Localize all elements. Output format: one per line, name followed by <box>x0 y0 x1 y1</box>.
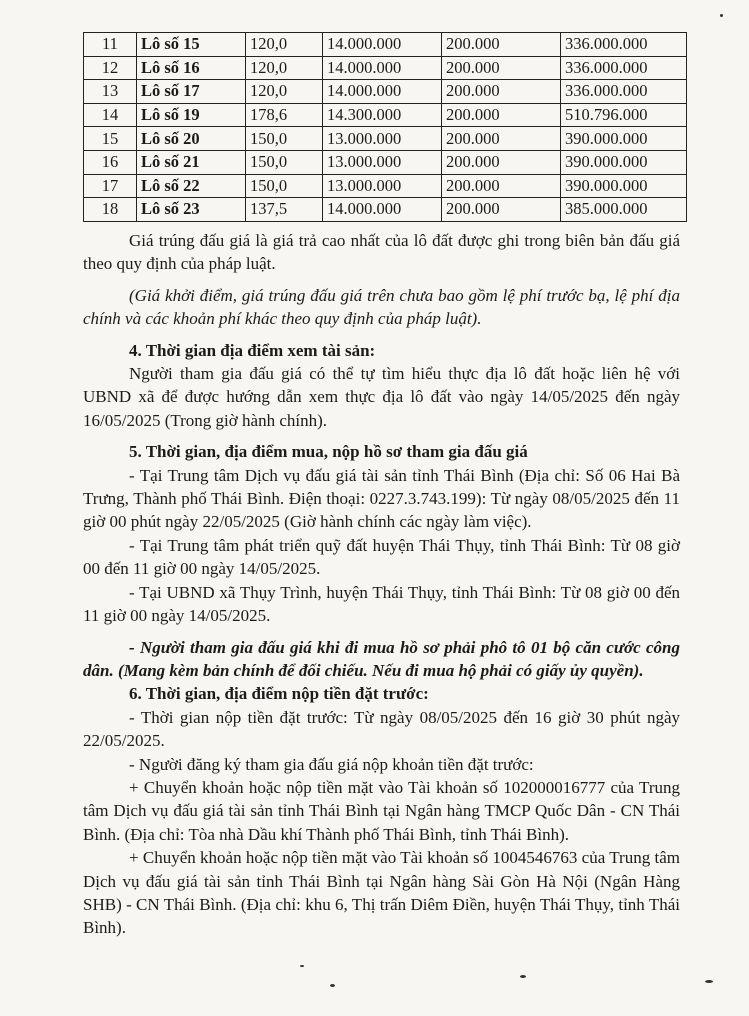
table-cell: Lô số 16 <box>137 56 246 80</box>
table-cell: 200.000 <box>442 127 561 151</box>
table-cell: 390.000.000 <box>561 127 687 151</box>
table-cell: 385.000.000 <box>561 198 687 222</box>
table-cell: 200.000 <box>442 80 561 104</box>
table-cell: 17 <box>84 174 137 198</box>
table-cell: 120,0 <box>246 56 323 80</box>
table-cell: 14.000.000 <box>323 80 442 104</box>
scan-speck <box>300 965 304 967</box>
table-cell: Lô số 22 <box>137 174 246 198</box>
table-cell: 16 <box>84 150 137 174</box>
table-cell: Lô số 21 <box>137 150 246 174</box>
table-cell: 14.300.000 <box>323 103 442 127</box>
table-cell: 510.796.000 <box>561 103 687 127</box>
section-6-payer: - Người đăng ký tham gia đấu giá nộp khoản tiền đặt trước: <box>129 754 534 774</box>
section-5-item-2: - Tại Trung tâm phát triển quỹ đất huyện Thái Thụy, tỉnh Thái Bình: Từ 08 giờ 00 đến 11 giờ 00 ngày 14/05/2025. <box>83 535 680 579</box>
section-5-item-1: - Tại Trung tâm Dịch vụ đấu giá tài sản tỉnh Thái Bình (Địa chỉ: Số 06 Hai Bà Trưng, Thành phố Thái Bình. Điện thoại: 0227.3.743.199): Từ ngày 08/05/2025 đến 11 giờ 00 phút ngày 22/05/2025 (Giờ hành chính các ngày làm việc). <box>83 465 680 532</box>
lot-price-table <box>83 32 687 222</box>
table-cell: Lô số 15 <box>137 33 246 57</box>
table-cell: 15 <box>84 127 137 151</box>
section-6-bank-2: + Chuyển khoản hoặc nộp tiền mặt vào Tài khoản số 1004546763 của Trung tâm Dịch vụ đấu giá tài sản tỉnh Thái Bình tại Ngân hàng Sài Gòn Hà Nội (Ngân Hàng SHB) - CN Thái Bình. (Địa chỉ: khu 6, Thị trấn Diêm Điền, huyện Thái Thụy, tỉnh Thái Bình). <box>83 848 680 938</box>
table-cell: 13.000.000 <box>323 150 442 174</box>
table-cell: 150,0 <box>246 127 323 151</box>
table-cell: 178,6 <box>246 103 323 127</box>
table-row <box>84 174 687 198</box>
table-cell: 390.000.000 <box>561 150 687 174</box>
scan-speck <box>520 975 526 978</box>
table-cell: Lô số 20 <box>137 127 246 151</box>
table-cell: Lô số 17 <box>137 80 246 104</box>
table-cell: 13.000.000 <box>323 174 442 198</box>
section-5-note: - Người tham gia đấu giá khi đi mua hồ sơ phải phô tô 01 bộ căn cước công dân. (Mang kèm bản chính để đối chiếu. Nếu đi mua hộ phải có giấy ủy quyền). <box>83 637 680 680</box>
table-cell: 13 <box>84 80 137 104</box>
table-row <box>84 56 687 80</box>
section-5-item-3: - Tại UBND xã Thụy Trình, huyện Thái Thụy, tỉnh Thái Bình: Từ 08 giờ 00 đến 11 giờ 00 ngày 14/05/2025. <box>83 582 680 626</box>
table-cell: 200.000 <box>442 150 561 174</box>
table-row <box>84 80 687 104</box>
section-6-time: - Thời gian nộp tiền đặt trước: Từ ngày 08/05/2025 đến 16 giờ 30 phút ngày 22/05/2025. <box>83 707 680 751</box>
table-cell: 14 <box>84 103 137 127</box>
table-cell: 200.000 <box>442 103 561 127</box>
section-4-body: Người tham gia đấu giá có thể tự tìm hiểu thực địa lô đất hoặc liên hệ với UBND xã để được hướng dẫn xem thực địa lô đất vào ngày 14/05/2025 đến ngày 16/05/2025 (Trong giờ hành chính). <box>83 364 680 430</box>
table-cell: 390.000.000 <box>561 174 687 198</box>
table-cell: 150,0 <box>246 150 323 174</box>
table-row <box>84 103 687 127</box>
table-cell: 14.000.000 <box>323 198 442 222</box>
table-cell: 14.000.000 <box>323 33 442 57</box>
table-cell: 18 <box>84 198 137 222</box>
table-cell: 13.000.000 <box>323 127 442 151</box>
table-cell: 336.000.000 <box>561 80 687 104</box>
table-cell: 12 <box>84 56 137 80</box>
table-cell: 11 <box>84 33 137 57</box>
table-cell: Lô số 19 <box>137 103 246 127</box>
section-6-heading: 6. Thời gian, địa điểm nộp tiền đặt trước: <box>129 684 429 704</box>
winning-price-paragraph: Giá trúng đấu giá là giá trả cao nhất của lô đất được ghi trong biên bản đấu giá theo quy định của pháp luật. <box>83 231 680 274</box>
table-cell: 200.000 <box>442 198 561 222</box>
scan-speck <box>705 980 713 983</box>
table-cell: 150,0 <box>246 174 323 198</box>
table-cell: 336.000.000 <box>561 56 687 80</box>
table-row <box>84 198 687 222</box>
table-cell: 336.000.000 <box>561 33 687 57</box>
table-row <box>84 127 687 151</box>
table-cell: 137,5 <box>246 198 323 222</box>
table-cell: 14.000.000 <box>323 56 442 80</box>
table-cell: 200.000 <box>442 56 561 80</box>
table-cell: 200.000 <box>442 174 561 198</box>
table-cell: 120,0 <box>246 80 323 104</box>
document-body <box>83 229 680 940</box>
price-note-paragraph: (Giá khởi điểm, giá trúng đấu giá trên chưa bao gồm lệ phí trước bạ, lệ phí địa chính và các khoản phí khác theo quy định của pháp luật). <box>83 285 680 329</box>
table-row <box>84 33 687 57</box>
table-cell: Lô số 23 <box>137 198 246 222</box>
table-cell: 120,0 <box>246 33 323 57</box>
scan-speck <box>720 14 723 17</box>
section-5-heading: 5. Thời gian, địa điểm mua, nộp hồ sơ tham gia đấu giá <box>129 442 528 462</box>
table-row <box>84 150 687 174</box>
scan-speck <box>330 984 335 987</box>
section-4-heading: 4. Thời gian địa điểm xem tài sản: <box>129 340 376 360</box>
section-6-bank-1: + Chuyển khoản hoặc nộp tiền mặt vào Tài khoản số 102000016777 của Trung tâm Dịch vụ đấu giá tài sản tỉnh Thái Bình tại Ngân hàng TMCP Quốc Dân - CN Thái Bình. (Địa chỉ: Tòa nhà Dầu khí Thành phố Thái Bình, tỉnh Thái Bình). <box>83 777 680 844</box>
table-cell: 200.000 <box>442 33 561 57</box>
